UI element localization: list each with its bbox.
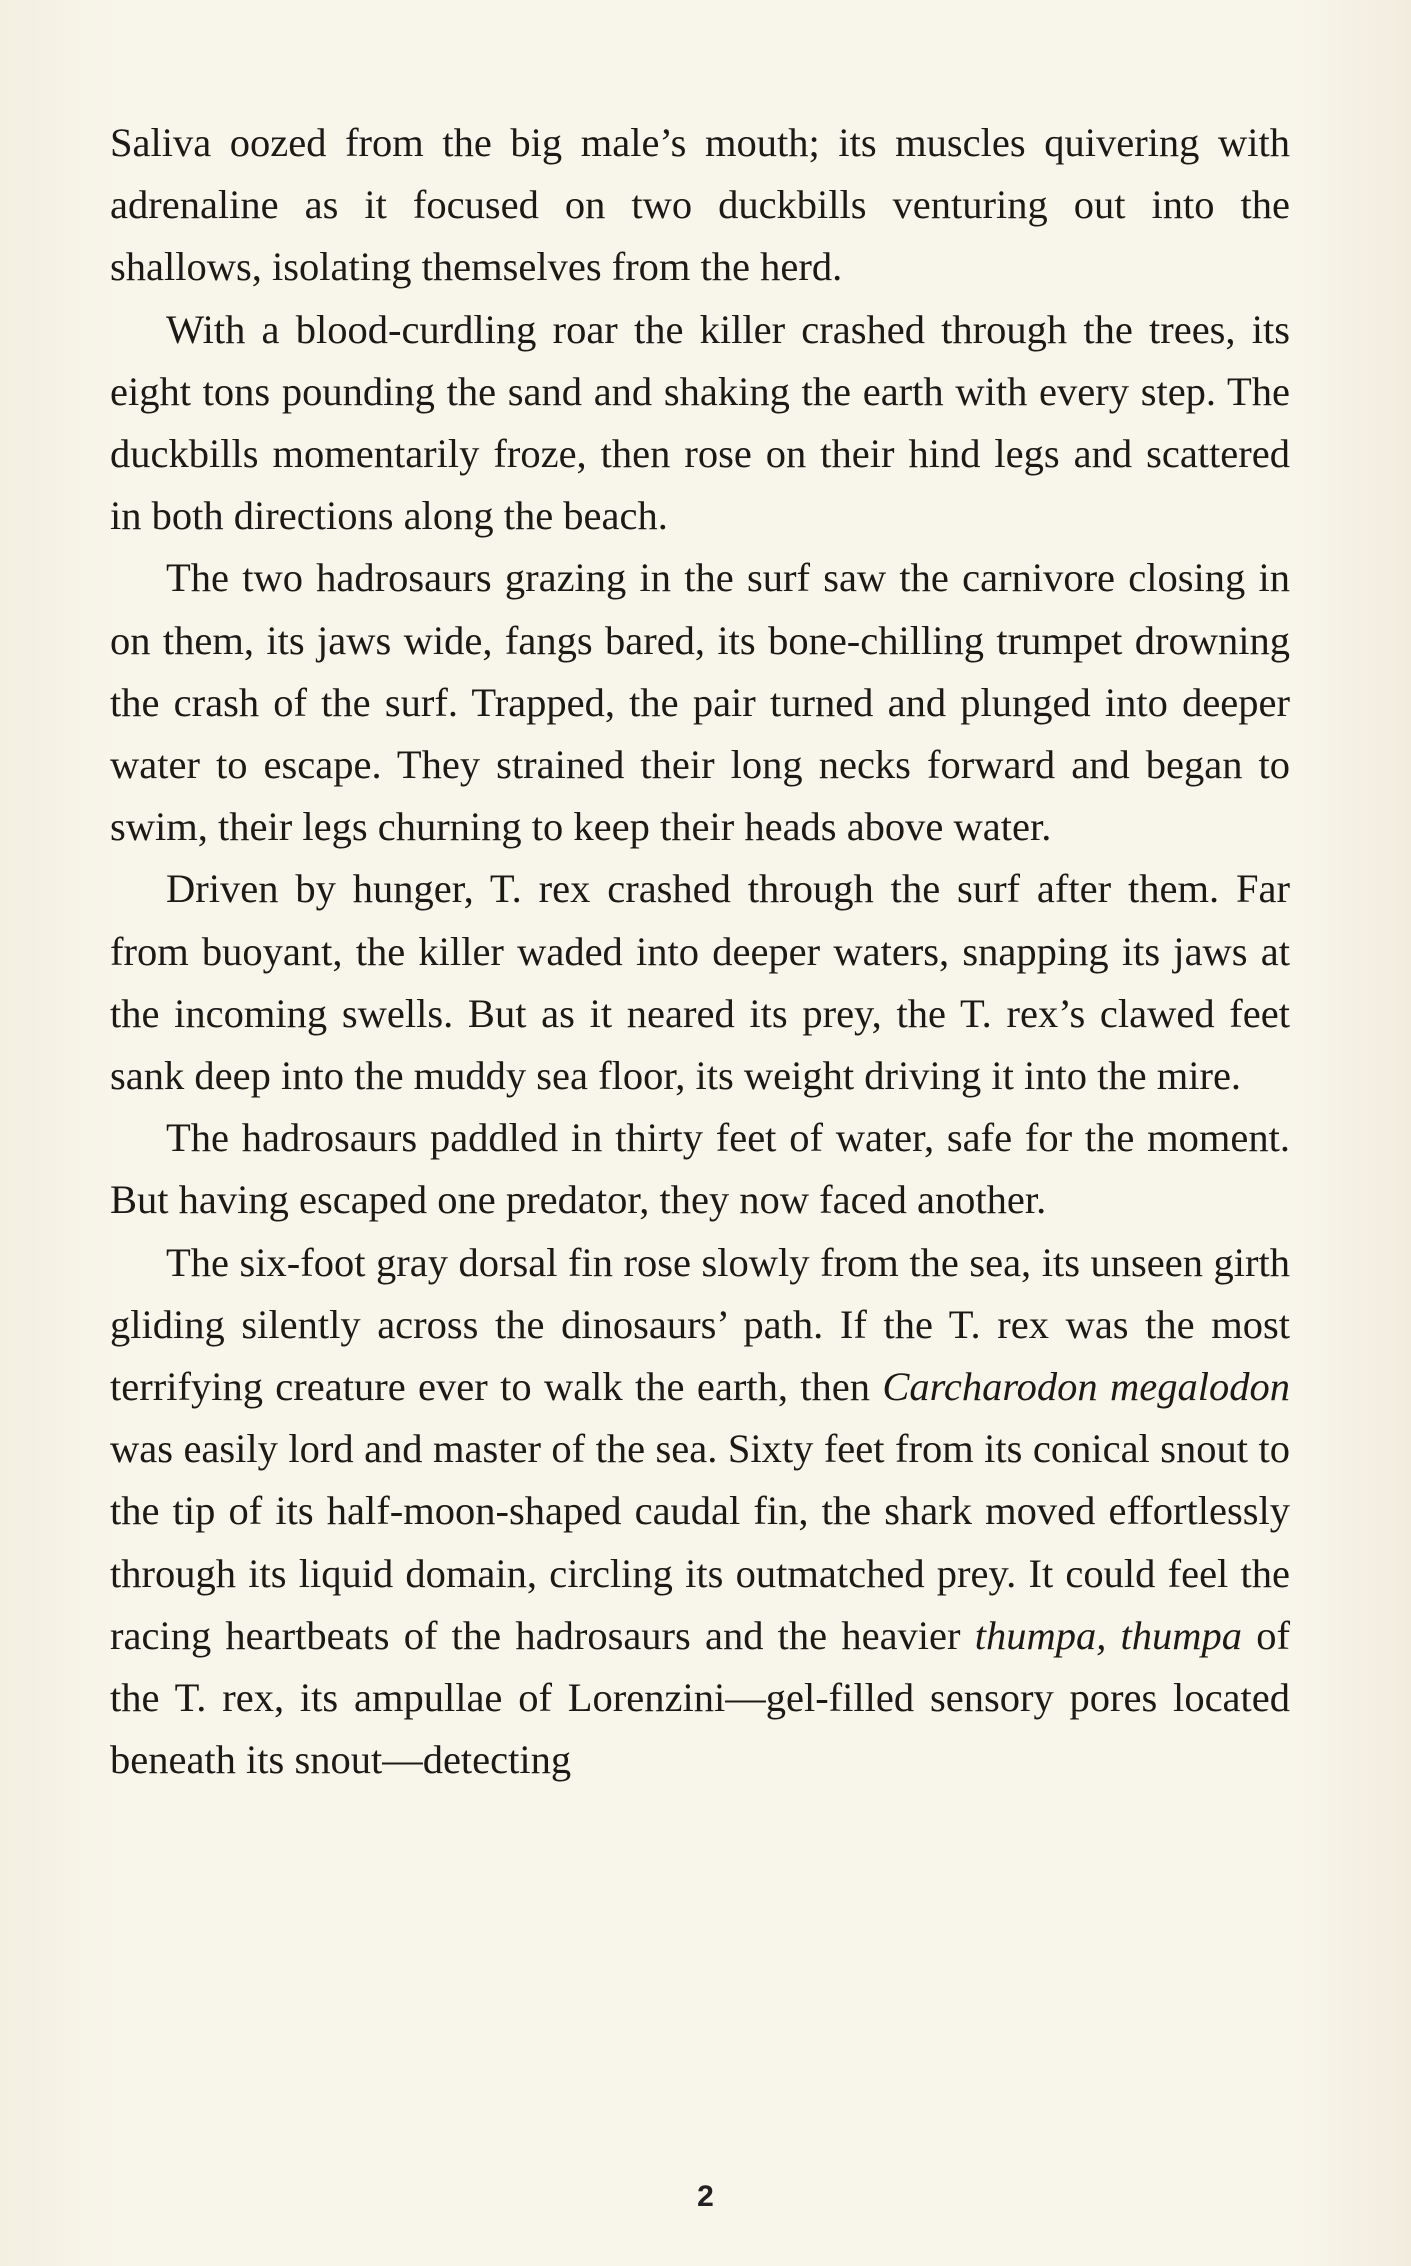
paragraph-6-part-1: The six-foot gray dorsal fin rose slowly from the sea, its unseen girth gliding silently across the dinosaurs’ path. If the T. rex was the most terrifying creature ever to walk the earth, then [110,1239,1290,1410]
sound-italic: thumpa, thumpa [974,1612,1243,1658]
paragraph-6-part-2: was easily lord and master of the sea. Sixty feet from its conical snout to the tip of its half-moon-shaped caudal fin, the shark moved effortlessly through its liquid domain, circling its outmatched prey. It could feel the racing heartbeats of the hadrosaurs and the heavier [110,1426,1290,1658]
paragraph-6-part-3: of the T. rex, its ampullae of Lorenzini—gel-filled sensory pores located beneath its snout—detecting [110,1612,1290,1783]
paragraph-5: The hadrosaurs paddled in thirty feet of water, safe for the moment. But having escaped one predator, they now faced another. [110,1115,1290,1223]
species-name-italic: Carcharodon megalodon [882,1364,1290,1410]
paragraph-1: Saliva oozed from the big male’s mouth; its muscles quivering with adrenaline as it focused on two duckbills venturing out into the shallows, isolating themselves from the herd. [110,120,1290,290]
paragraph-2: With a blood-curdling roar the killer crashed through the trees, its eight tons pounding the sand and shaking the earth with every step. The duckbills momentarily froze, then rose on their hind legs and scattered in both directions along the beach. [110,306,1290,539]
body-text [110,112,1290,1791]
paragraph-3: The two hadrosaurs grazing in the surf saw the carnivore closing in on them, its jaws wide, fangs bared, its bone-chilling trumpet drowning the crash of the surf. Trapped, the pair turned and plunged into deeper water to escape. They strained their long necks forward and began to swim, their legs churning to keep their heads above water. [110,555,1290,850]
paragraph-6 [110,1232,1290,1792]
paragraph-4: Driven by hunger, T. rex crashed through the surf after them. Far from buoyant, the killer waded into deeper waters, snapping its jaws at the incoming swells. But as it neared its prey, the T. rex’s clawed feet sank deep into the muddy sea floor, its weight driving it into the mire. [110,866,1290,1099]
page-number: 2 [697,2180,714,2213]
